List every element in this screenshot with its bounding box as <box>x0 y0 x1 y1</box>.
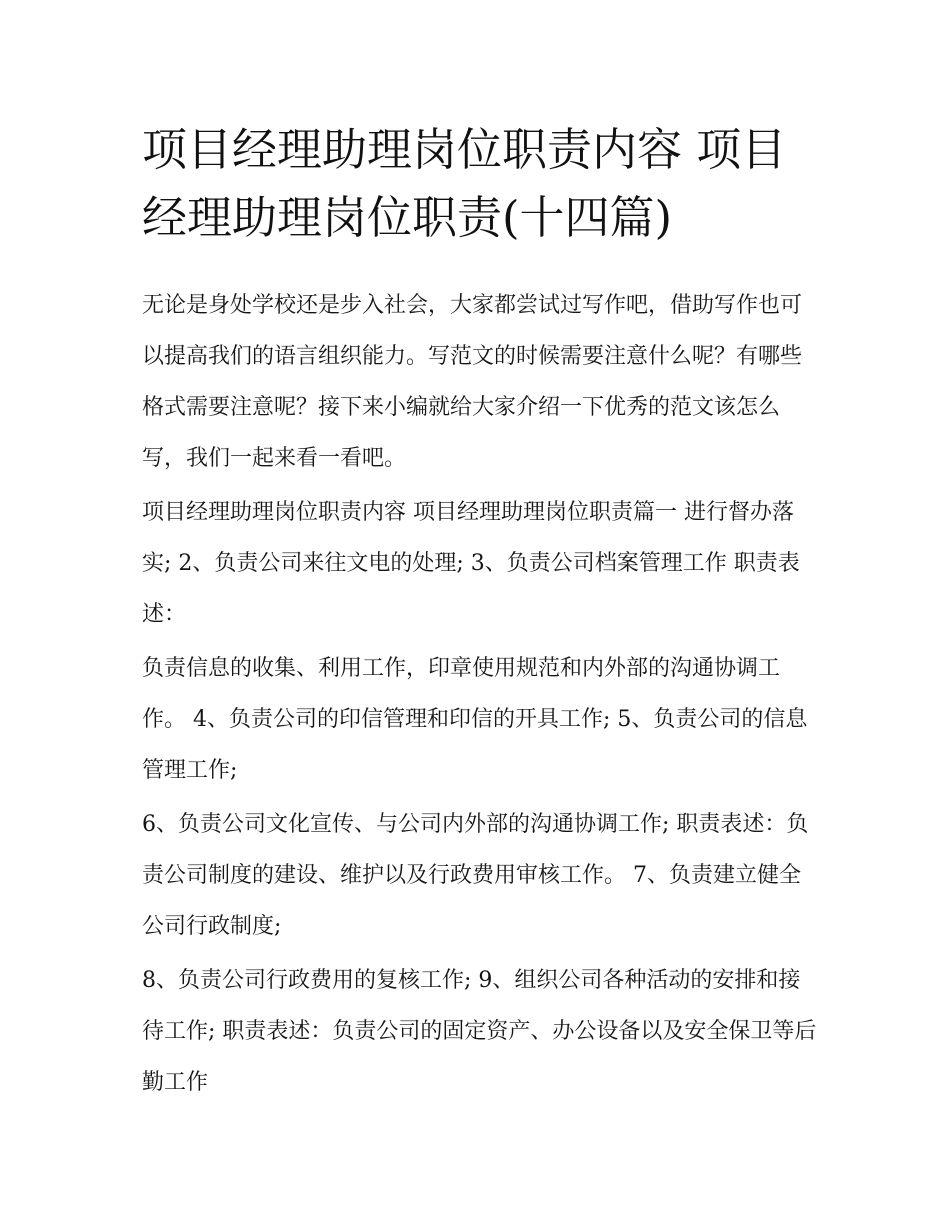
duties-paragraph-2: 负责信息的收集、利用工作，印章使用规范和内外部的沟通协调工作。 4、负责公司的印信管理和印信的开具工作; 5、负责公司的信息管理工作; <box>142 656 808 783</box>
intro-paragraph: 无论是身处学校还是步入社会，大家都尝试过写作吧，借助写作也可以提高我们的语言组织能力。写范文的时候需要注意什么呢？有哪些格式需要注意呢？接下来小编就给大家介绍一下优秀的范文该怎么写，我们一起来看一看吧。 <box>142 293 803 471</box>
document-title: 项目经理助理岗位职责内容 项目经理助理岗位职责(十四篇) <box>142 123 787 244</box>
document-body <box>142 280 822 1111</box>
duties-paragraph-1: 项目经理助理岗位职责内容 项目经理助理岗位职责篇一 进行督办落实; 2、负责公司来往文电的处理; 3、负责公司档案管理工作 职责表述： <box>142 500 800 627</box>
duties-paragraph-4: 8、负责公司行政费用的复核工作; 9、组织公司各种活动的安排和接待工作; 职责表述：负责公司的固定资产、办公设备以及安全保卫等后勤工作 <box>142 968 817 1095</box>
duties-paragraph-3: 6、负责公司文化宣传、与公司内外部的沟通协调工作; 职责表述：负责公司制度的建设、维护以及行政费用审核工作。 7、负责建立健全公司行政制度; <box>142 812 809 939</box>
